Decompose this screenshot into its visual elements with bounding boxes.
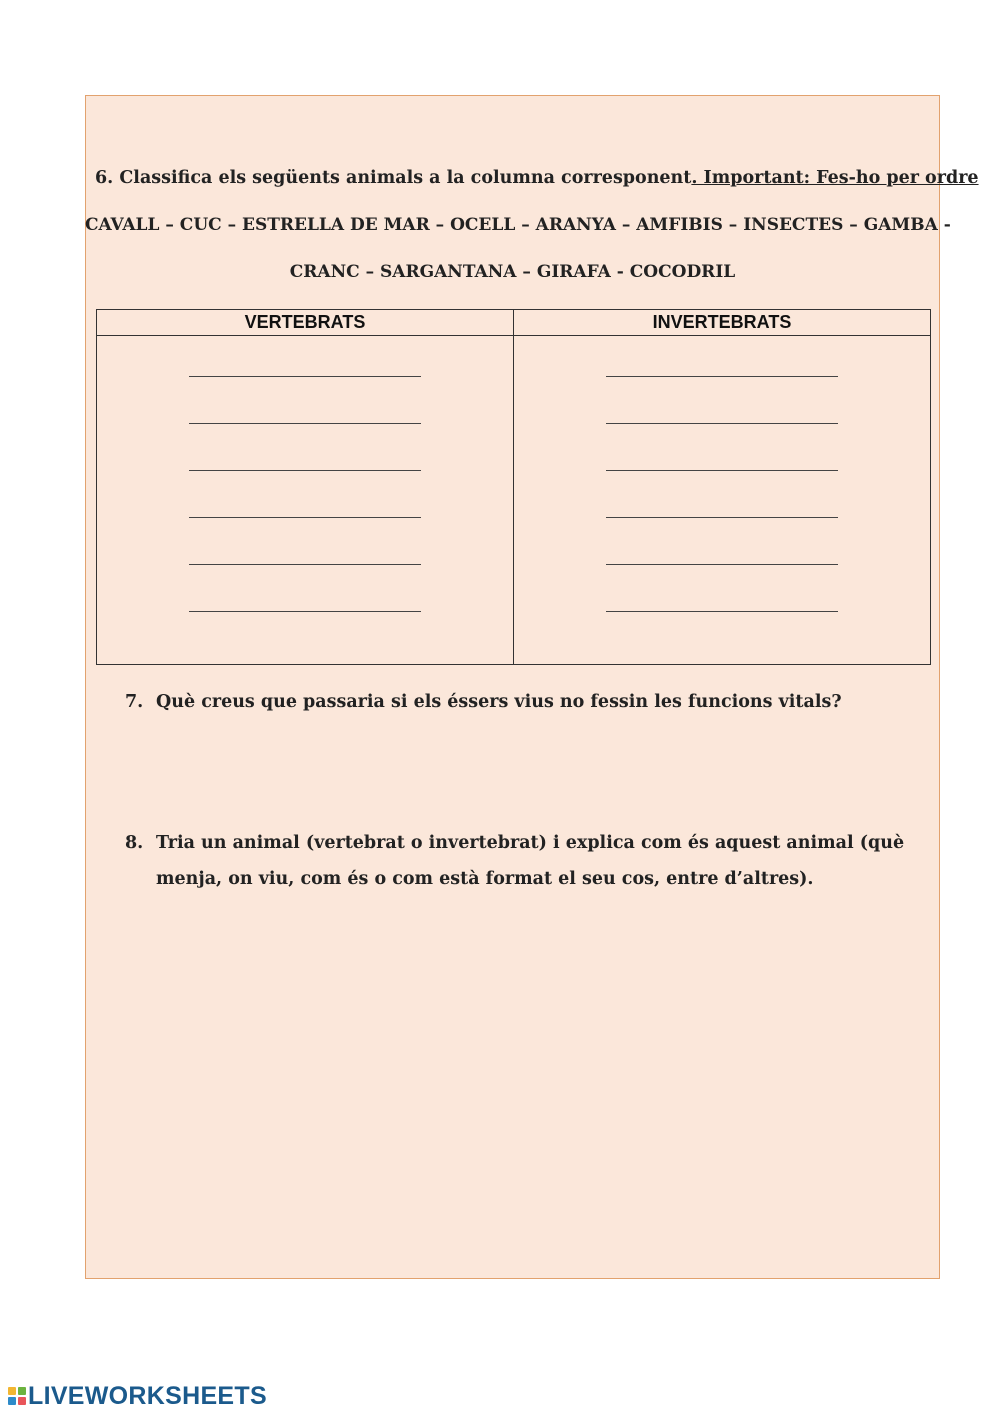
header-vertebrats: VERTEBRATS [244, 312, 366, 332]
logo-square-blue [8, 1397, 16, 1405]
animal-word-list-line-2: CRANC – SARGANTANA – GIRAFA - COCODRIL [289, 262, 736, 282]
question-6-heading [95, 168, 979, 188]
vertebrat-answer-blank[interactable] [189, 564, 421, 565]
vertebrat-answer-blank[interactable] [189, 423, 421, 424]
question-7-number: 7. [125, 692, 144, 712]
logo-square-red [18, 1397, 26, 1405]
table-header-row [97, 310, 930, 336]
question-8-text: Tria un animal (vertebrat o invertebrat) i explica com és aquest animal (què menja, on viu, com és o com està format el seu cos, entre d’altres). [156, 833, 905, 889]
invertebrat-answer-blank[interactable] [606, 470, 838, 471]
invertebrat-answer-blank[interactable] [606, 376, 838, 377]
header-invertebrats: INVERTEBRATS [513, 310, 930, 335]
vertebrat-answer-blank[interactable] [189, 376, 421, 377]
vertebrat-answer-blank[interactable] [189, 470, 421, 471]
vertebrats-column [97, 336, 513, 664]
logo-squares-icon [8, 1387, 26, 1405]
question-6-text: 6. Classifica els següents animals a la columna corresponent [95, 168, 692, 188]
logo-square-green [18, 1387, 26, 1395]
question-8 [125, 825, 936, 897]
question-7-text: Què creus que passaria si els éssers vius no fessin les funcions vitals? [156, 692, 842, 712]
vertebrat-answer-blank[interactable] [189, 611, 421, 612]
logo-square-yellow [8, 1387, 16, 1395]
invertebrat-answer-blank[interactable] [606, 423, 838, 424]
invertebrat-answer-blank[interactable] [606, 517, 838, 518]
question-7 [125, 684, 936, 720]
question-8-number: 8. [125, 833, 144, 853]
table-body [97, 336, 930, 664]
invertebrats-column [513, 336, 930, 664]
question-6-important-note: . Important: Fes-ho per ordre [691, 168, 979, 188]
vertebrat-answer-blank[interactable] [189, 517, 421, 518]
animal-word-list-line-1: CAVALL – CUC – ESTRELLA DE MAR – OCELL – ARANYA – AMFIBIS – INSECTES – GAMBA - [85, 215, 951, 235]
liveworksheets-logo [8, 1383, 267, 1409]
invertebrat-answer-blank[interactable] [606, 611, 838, 612]
invertebrat-answer-blank[interactable] [606, 564, 838, 565]
logo-wordmark: LIVEWORKSHEETS [28, 1381, 267, 1410]
classification-table [96, 309, 931, 665]
